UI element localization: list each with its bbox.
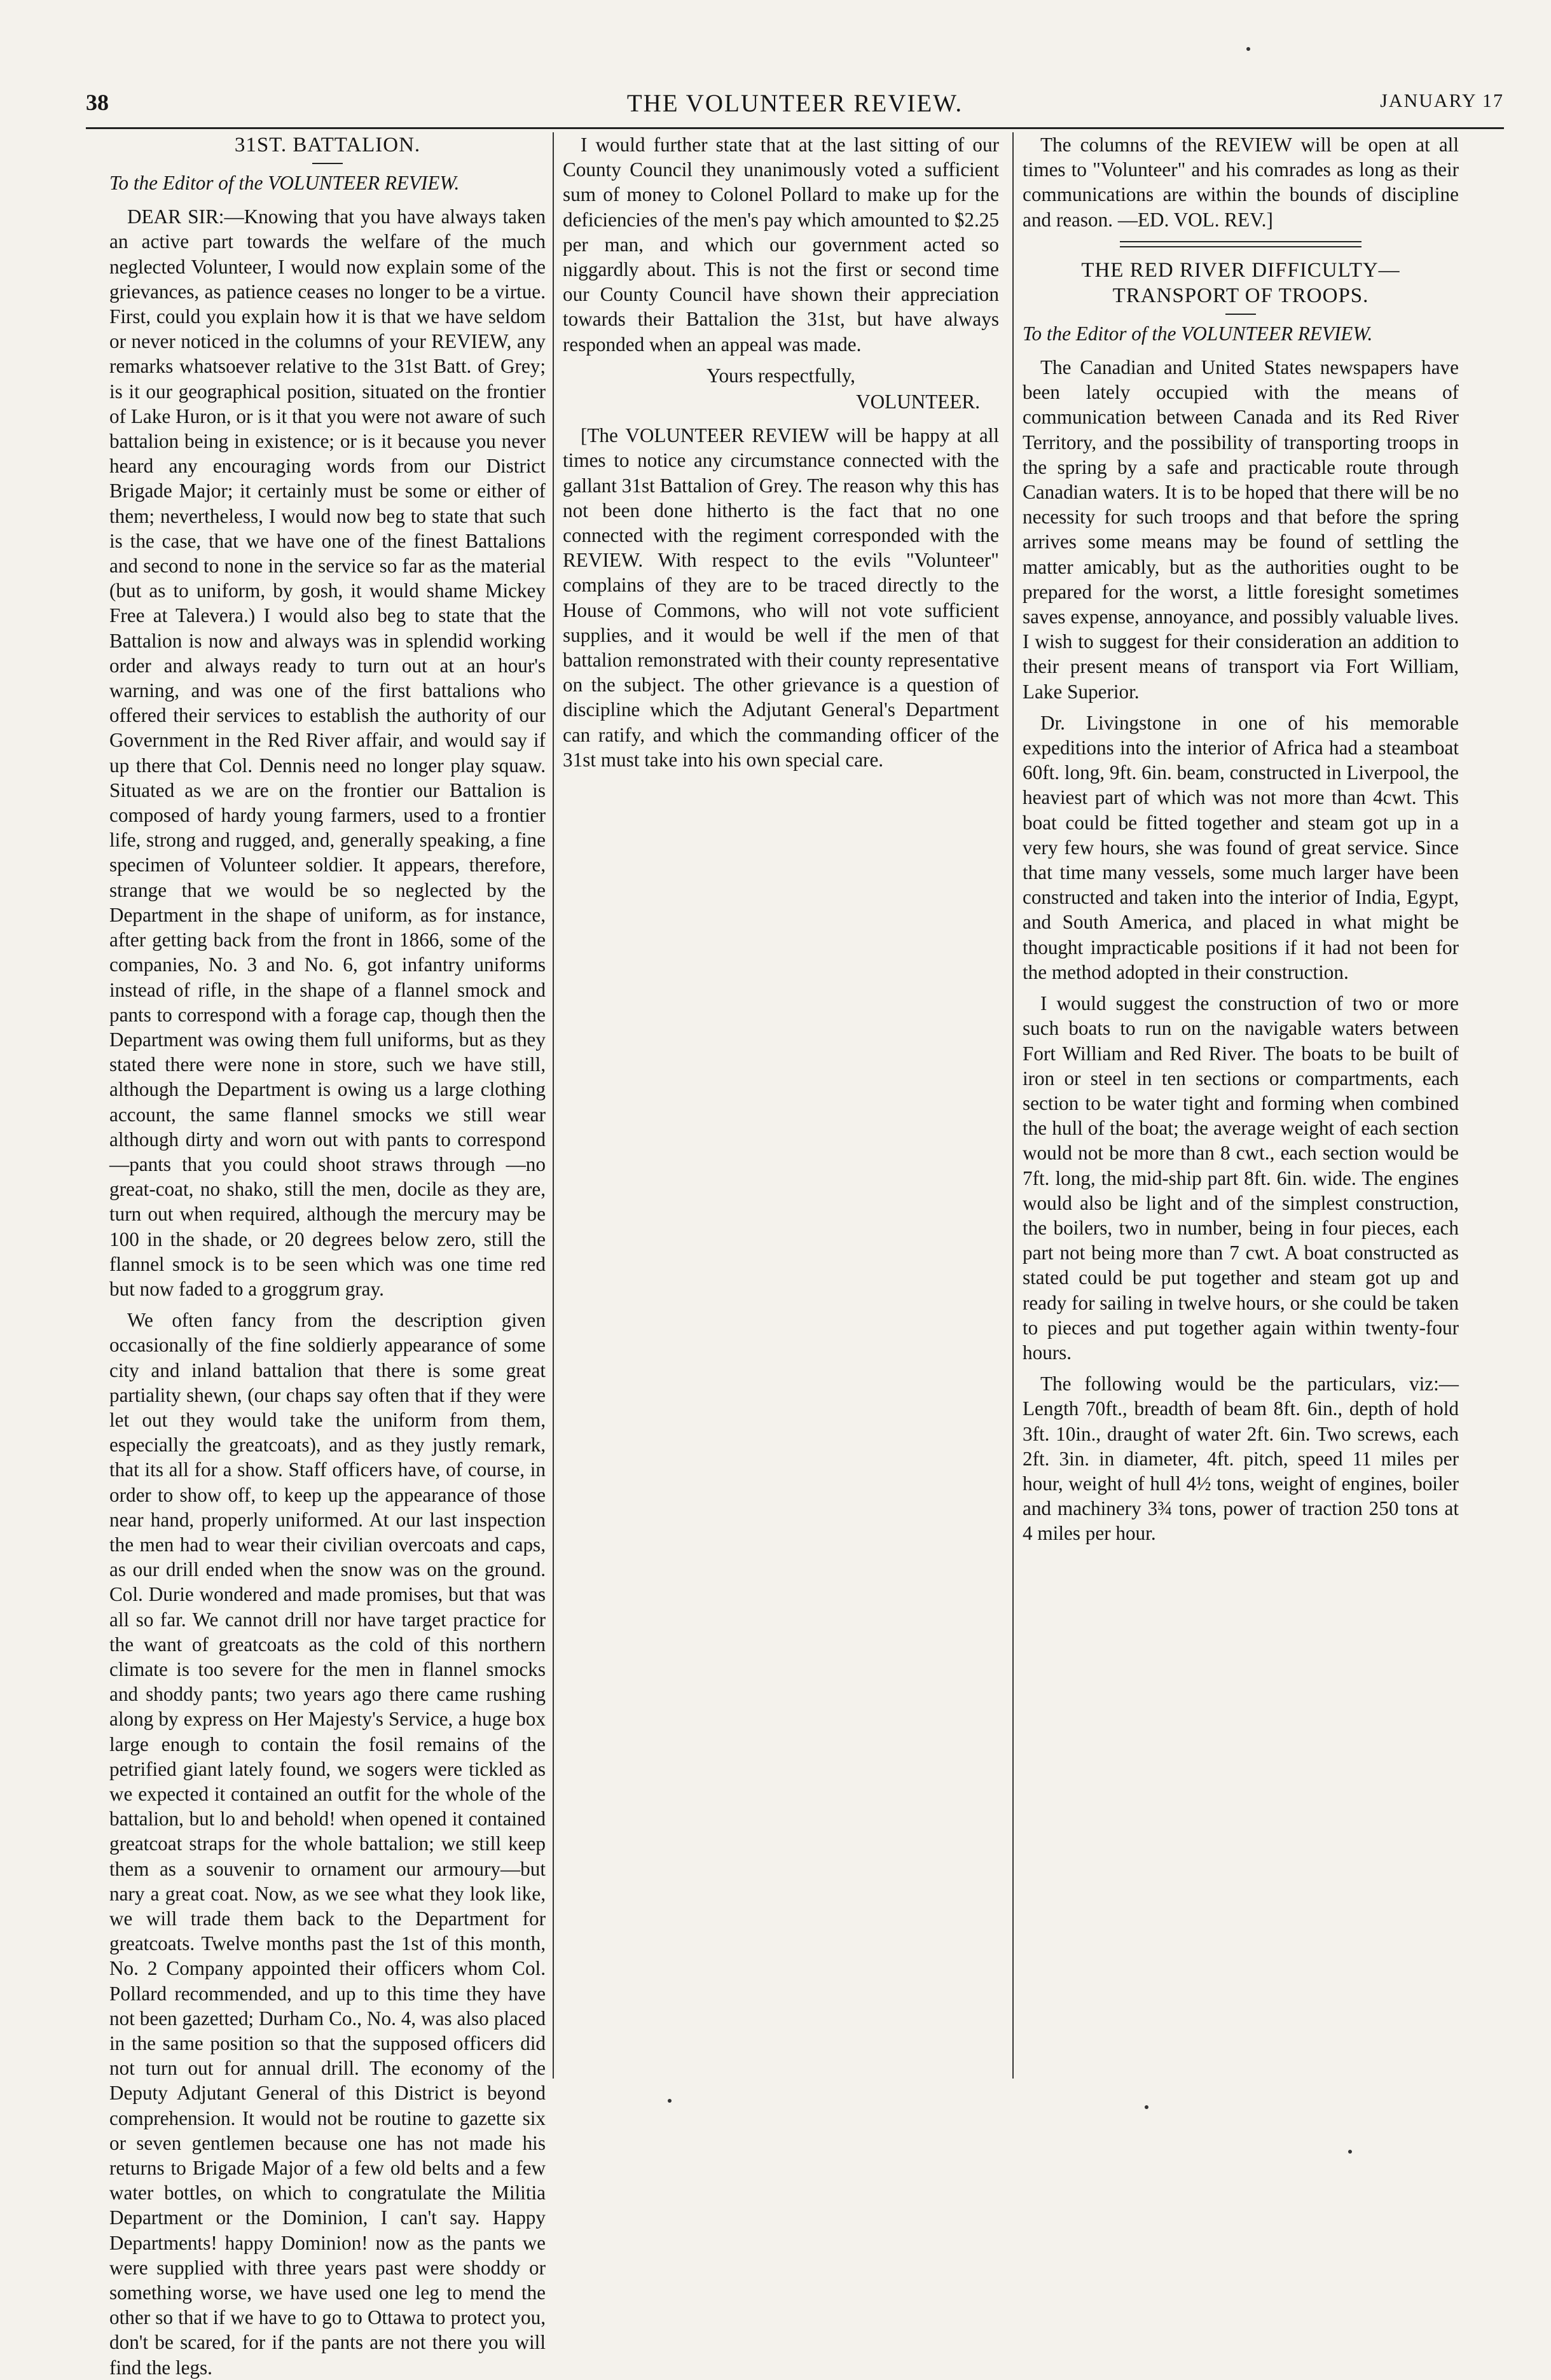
page-number: 38 (86, 90, 109, 115)
divider (312, 163, 343, 164)
article-paragraph: We often fancy from the description given occasionally of the fine soldierly appearance of some city and inland battalion that there is some great partiality shewn, (our chaps say often that if they were let out they would take the uniform from them, especially the greatcoats), and as they justly remark, that its all for a show. Staff officers have, of course, in order to show off, to keep up the appearance of those near hand, properly uniformed. At our last inspection the men had to wear their civilian overcoats and caps, as our drill ended when the snow was on the ground. Col. Durie wondered and made promises, but that was all so far. We cannot drill nor have target practice for the want of greatcoats as the cold of this northern climate is too severe for the men in flannel smocks and shoddy pants; two years ago there came rushing along by express on Her Majesty's Service, a huge box large enough to contain the fosil remains of the petrified giant lately found, we sogers were tickled as we expected it contained an outfit for the whole of the battalion, but lo and behold! when opened it contained greatcoat straps for the whole battalion; we still keep them as a souvenir to ornament our armoury—but nary a great coat. Now, as we see what they look like, we will trade them back to the Department for greatcoats. Twelve months past the 1st of this month, No. 2 Company appointed their officers whom Col. Pollard recommended, and up to this time they have not been gazetted; Durham Co., No. 4, was also placed in the same position so that the supposed officers did not turn out for annual drill. The economy of the Deputy Adjutant General of this District is beyond comprehension. It would not be routine to gazette six or seven gentlemen because one has not made his returns to Brigade Major of a few old belts and a few water bottles, on which to congratulate the Militia Department or the Dominion, I can't say. Happy Departments! happy Dominion! now as the pants we were supplied with three years past were shoddy or something worse, we have used one leg to mend the other so that if we have to go to Ottawa to protect you, don't be scared, for if the pants are not there you will find the legs. (109, 1309, 546, 2379)
column-3 (1023, 132, 1459, 2079)
article-paragraph: The following would be the particulars, viz:—Length 70ft., breadth of beam 8ft. 6in., depth of hold 3ft. 10in., draught of water 2ft. 6in. Two screws, each 2ft. 3in. in diameter, 4ft. pitch, speed 11 miles per hour, weight of hull 4½ tons, weight of engines, boiler and machinery 3¾ tons, power of traction 250 tons at 4 miles per hour. (1023, 1373, 1459, 1545)
editor-note: [The VOLUNTEER REVIEW will be happy at all times to notice any circumstance connected with the gallant 31st Battalion of Grey. The reason why this has not been done hitherto is the fact that no one connected with the regiment corresponded with the REVIEW. With respect to the evils "Volunteer" complains of they are to be traced directly to the House of Commons, who will not vote sufficient supplies, and it would be well if the men of that battalion remonstrated with their county representative on the subject. The other grievance is a question of discipline which the Adjutant General's Department can ratify, and which the commanding officer of the 31st must take into his own special care. (563, 424, 999, 771)
divider (1225, 314, 1256, 315)
article-paragraph: I would further state that at the last sitting of our County Council they unanimously voted a sufficient sum of money to Colonel Pollard to make up for the deficiencies of the men's pay which amounted to $2.25 per man, and which our government acted so niggardly about. This is not the first or second time our County Council have shown their appreciation towards their Battalion the 31st, but have always responded when an appeal was made. (563, 134, 999, 356)
print-speck (1348, 2150, 1352, 2154)
letter-closing: Yours respectfully, (707, 364, 855, 387)
article-paragraph: The Canadian and United States newspapers have been lately occupied with the means of communication between Canada and its Red River Territory, and the possibility of transporting troops in the spring by a safe and practicable route through Canadian waters. It is to be hoped that there will be no necessity for such troops and that before the spring arrives some means may be found of settling the matter amicably, but as the authorities ought to be prepared for the worst, a little foresight sometimes saves expense, annoyance, and possibly valuable lives. I wish to suggest for their consideration an addition to their present means of transport via Fort William, Lake Superior. (1023, 356, 1459, 703)
article-paragraph: I would suggest the construction of two or more such boats to run on the navigable waters between Fort William and Red River. The boats to be built of iron or steel in ten sections or compartments, each section to be water tight and forming when combined the hull of the boat; the average weight of each section would not be more than 8 cwt., each section would be 7ft. long, the mid-ship part 8ft. 6in. wide. The engines would also be light and of the simplest construction, the boilers, two in number, being in four pieces, each part not being more than 7 cwt. A boat constructed as stated could be put together and steam got up and ready for sailing in twelve hours, or she could be taken to pieces and put together again within twenty-four hours. (1023, 992, 1459, 1364)
article-title: 31ST. BATTALION. (234, 134, 421, 156)
masthead-title: THE VOLUNTEER REVIEW. (626, 90, 963, 117)
article-addressee: To the Editor of the VOLUNTEER REVIEW. (1023, 322, 1373, 345)
divider (1120, 241, 1361, 247)
column-1 (109, 132, 546, 2379)
article-title: THE RED RIVER DIFFICULTY—TRANSPORT OF TROOPS. (1081, 258, 1400, 307)
print-speck (1145, 2105, 1148, 2109)
column-rule (1012, 132, 1014, 2079)
print-speck (1246, 47, 1250, 51)
article-addressee: To the Editor of the VOLUNTEER REVIEW. (109, 172, 460, 194)
article-paragraph: DEAR SIR:—Knowing that you have always taken an active part towards the welfare of the much neglected Volunteer, I would now explain some of the grievances, as patience ceases no longer to be a virtue. First, could you explain how it is that we have seldom or never noticed in the columns of your REVIEW, any remarks whatsoever relative to the 31st Batt. of Grey; is it our geographical position, situated on the frontier of Lake Huron, or is it that you were not aware of such battalion being in existence; or is it because you never heard any encouraging words from our District Brigade Major; it certainly must be some or either of them; nevertheless, I would now beg to state that such is the case, that we have one of the finest Battalions and second to none in the service so far as the material (but as to uniform, by gosh, it would shame Mickey Free at Talevera.) I would also beg to state that the Battalion is now and always was in splendid working order and always ready to turn out at an hour's warning, and was one of the first battalions who offered their services to establish the authority of our Government in the Red River affair, and would say if up there that Col. Dennis need no longer play squaw. Situated as we are on the frontier our Battalion is composed of hardy young farmers, used to a frontier life, strong and rugged, and, generally speaking, a fine specimen of Volunteer soldier. It appears, therefore, strange that we would be so neglected by the Department in the shape of uniform, as for instance, after getting back from the front in 1866, some of the companies, No. 3 and No. 6, got infantry uniforms instead of rifle, in the shape of a flannel smock and pants to correspond with a forage cap, though then the Department was owing them full uniforms, but as they stated there were none in store, such we have still, although the Department is owing us a large clothing account, the same flannel smocks we still wear although dirty and worn out with pants to correspond —pants that you could shoot straws through —no great-coat, no shako, still the men, docile as they are, turn out when required, although the mercury may be 100 in the shade, or 20 degrees below zero, still the flannel smock is to be seen which was one time red but now faded to a groggrum gray. (109, 205, 546, 1300)
print-speck (668, 2099, 672, 2103)
article-paragraph: Dr. Livingstone in one of his memorable expeditions into the interior of Africa had a steamboat 60ft. long, 9ft. 6in. beam, constructed in Liverpool, the heaviest part of which was not more than 4cwt. This boat could be fitted together and steam got up in a very few hours, she was found of great service. Since that time many vessels, some much larger have been constructed and taken into the interior of India, Egypt, and South America, and placed in what might be thought impracticable positions if it had not been for the method adopted in their construction. (1023, 711, 1459, 983)
issue-date: JANUARY 17 (1380, 90, 1504, 111)
page-header (86, 89, 1504, 129)
column-rule (553, 132, 554, 2079)
letter-signature: VOLUNTEER. (856, 391, 980, 413)
editor-note: The columns of the REVIEW will be open at all times to "Volunteer" and his comrades as long as their communications are within the bounds of discipline and reason. —ED. VOL. REV.] (1023, 134, 1459, 231)
column-2 (563, 132, 999, 2079)
